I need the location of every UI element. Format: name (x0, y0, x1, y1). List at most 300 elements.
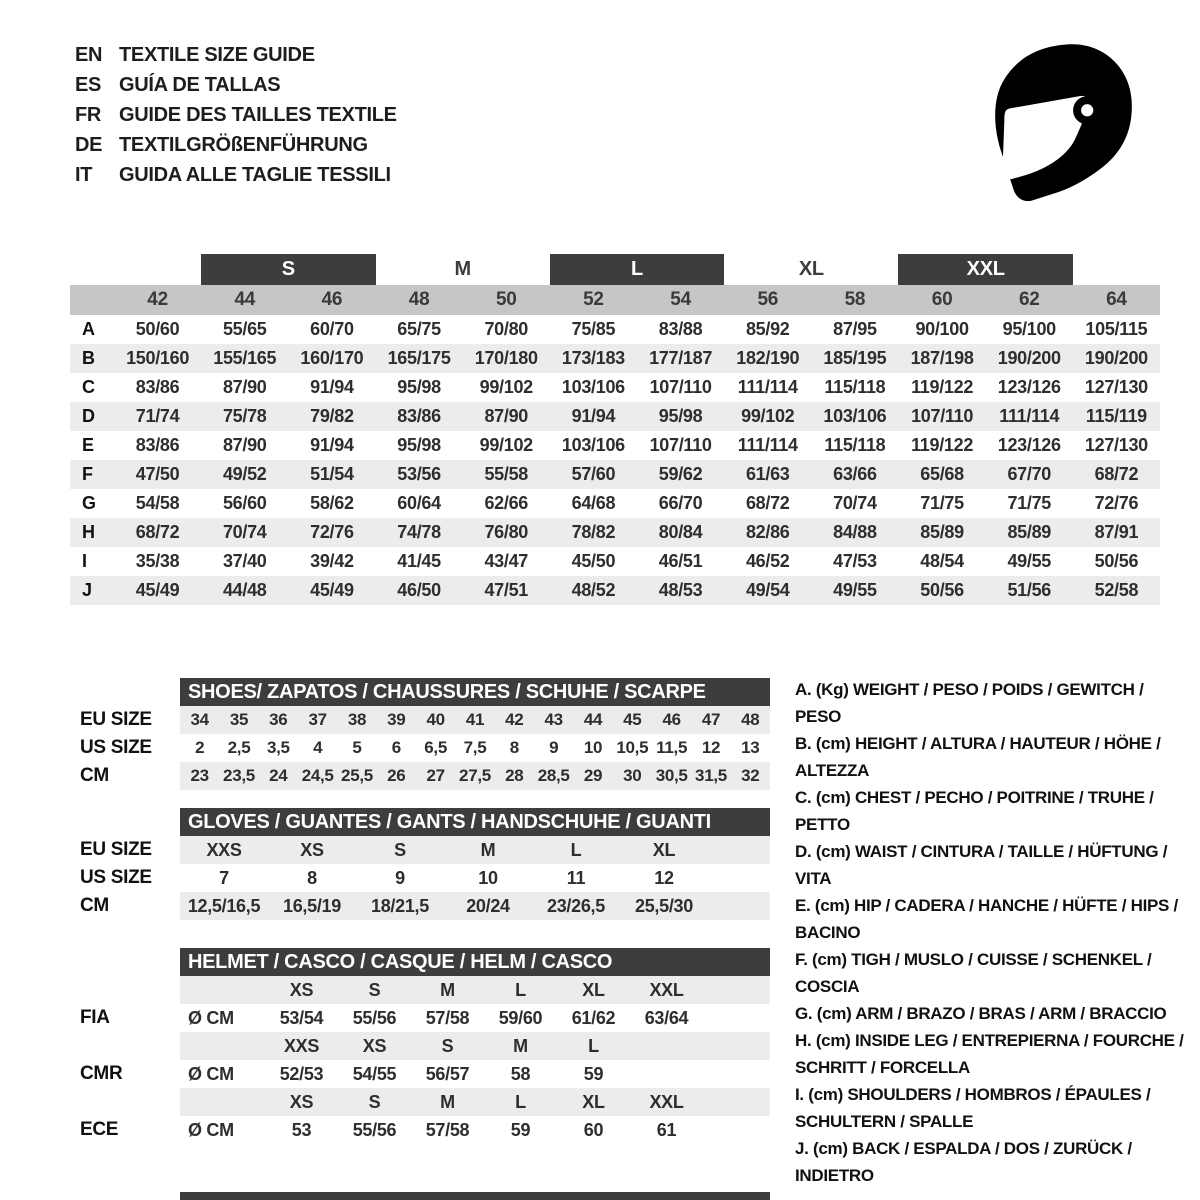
size-value: 103/106 (561, 435, 625, 455)
size-column-header: 48 (408, 289, 430, 310)
glove-cm-size: 23/26,5 (547, 895, 605, 916)
main-size-table (70, 252, 1160, 605)
helmet-ece-values-row (80, 1116, 770, 1144)
helmet-size-header: L (588, 1035, 599, 1056)
language-code: IT (75, 163, 93, 186)
size-value: 87/91 (1094, 522, 1139, 542)
shoe-eu-size: 34 (190, 710, 209, 729)
size-value: 71/75 (920, 493, 964, 513)
size-table-row (70, 576, 1160, 605)
shoe-us-size: 10 (583, 738, 603, 757)
guide-title: TEXTILGRÖßENFÜHRUNG (119, 133, 368, 156)
gloves-us-values (180, 864, 770, 892)
row-label: US SIZE (80, 867, 152, 888)
shoe-cm-size: 26 (387, 766, 406, 785)
gloves-cm-values (180, 892, 770, 920)
size-value: 47/51 (484, 580, 529, 600)
helmet-size-header: L (515, 979, 526, 1000)
shoe-cm-size: 28,5 (537, 766, 570, 785)
size-value: 155/165 (213, 348, 277, 368)
diameter-unit: Ø CM (188, 1007, 234, 1028)
glove-eu-size: S (394, 839, 406, 860)
shoe-eu-size: 47 (701, 710, 721, 729)
size-value: 173/183 (561, 348, 625, 368)
glove-eu-size: XL (652, 839, 676, 860)
shoe-eu-size: 44 (583, 710, 603, 729)
size-value: 99/102 (741, 406, 795, 426)
shoe-us-size: 3,5 (266, 738, 290, 757)
size-value: 72/76 (310, 522, 354, 542)
gloves-eu-values (180, 836, 770, 864)
legend-item: F. (cm) TIGH / MUSLO / CUISSE / SCHENKEL / COSCIA (795, 950, 1152, 996)
row-label: CM (80, 765, 109, 786)
glove-us-size: 8 (307, 867, 317, 888)
shoe-cm-size: 23 (190, 766, 209, 785)
size-table-row (70, 518, 1160, 547)
diameter-unit: Ø CM (188, 1119, 234, 1140)
cropped-section-bar (180, 1192, 770, 1200)
shoe-cm-size: 32 (741, 766, 760, 785)
size-value: 190/200 (997, 348, 1061, 368)
shoe-eu-size: 45 (623, 710, 642, 729)
glove-us-size: 11 (566, 867, 586, 888)
size-value: 55/58 (484, 464, 529, 484)
size-value: 103/106 (561, 377, 625, 397)
size-value: 115/119 (1085, 406, 1147, 426)
helmet-size-header: S (441, 1035, 454, 1056)
size-value: 37/40 (222, 551, 267, 571)
size-value: 58/62 (310, 493, 354, 513)
size-group-header-row (70, 252, 1160, 285)
measurement-rows (70, 315, 1160, 605)
guide-title: GUÍA DE TALLAS (119, 73, 281, 96)
size-value: 65/68 (920, 464, 964, 484)
size-value: 46/51 (658, 551, 703, 571)
size-table-row (70, 373, 1160, 402)
language-code: ES (75, 73, 102, 96)
helmet-size-header: M (440, 1091, 455, 1112)
size-value: 48/52 (571, 580, 616, 600)
helmet-title-bar: HELMET / CASCO / CASQUE / HELM / CASCO (180, 948, 770, 976)
standard-label: FIA (80, 1007, 110, 1028)
size-group-l: L (550, 254, 724, 285)
helmet-size-value: 55/56 (352, 1007, 397, 1028)
shoe-cm-size: 28 (505, 766, 524, 785)
guide-title: GUIDA ALLE TAGLIE TESSILI (119, 163, 391, 186)
size-group-xl: XL (798, 258, 824, 280)
size-value: 95/100 (1002, 319, 1056, 339)
helmet-size-value: 57/58 (425, 1119, 470, 1140)
glove-eu-size: L (570, 839, 582, 860)
size-value: 87/95 (833, 319, 877, 339)
row-letter: I (82, 551, 87, 571)
row-label: US SIZE (80, 737, 152, 758)
size-value: 87/90 (222, 377, 267, 397)
size-value: 48/54 (920, 551, 964, 571)
shoe-us-size: 6,5 (424, 738, 448, 757)
gloves-cm-row (80, 892, 770, 920)
shoe-eu-size: 38 (347, 710, 367, 729)
shoes-cm-row (80, 762, 770, 790)
glove-cm-size: 18/21,5 (371, 895, 429, 916)
size-value: 119/122 (911, 435, 974, 455)
size-value: 103/106 (823, 406, 887, 426)
row-letter: H (82, 522, 95, 542)
size-column-header: 56 (757, 289, 779, 310)
row-letter: J (82, 580, 92, 600)
size-value: 71/74 (135, 406, 180, 426)
size-value: 59/62 (658, 464, 703, 484)
gloves-us-row (80, 864, 770, 892)
helmet-size-header: M (513, 1035, 528, 1056)
fia-values (180, 1004, 770, 1032)
standard-label: ECE (80, 1119, 119, 1140)
racing-helmet-icon (978, 38, 1138, 208)
shoes-title-bar: SHOES/ ZAPATOS / CHAUSSURES / SCHUHE / SCARPE (180, 678, 770, 706)
size-value: 83/86 (397, 406, 441, 426)
size-value: 185/195 (823, 348, 887, 368)
size-value: 87/90 (484, 406, 529, 426)
size-value: 49/52 (222, 464, 267, 484)
measurement-legend (795, 676, 1193, 1189)
shoe-eu-size: 39 (387, 710, 406, 729)
helmet-cmr-values-row (80, 1060, 770, 1088)
helmet-fia-sizes-row (80, 976, 770, 1004)
shoe-us-size: 2 (195, 738, 205, 757)
size-value: 48/53 (658, 580, 703, 600)
shoe-us-size: 4 (313, 738, 323, 757)
helmet-size-value: 54/55 (352, 1063, 397, 1084)
shoe-us-size: 10,5 (616, 738, 649, 757)
helmet-size-header: XXL (649, 1091, 684, 1112)
size-value: 61/63 (745, 464, 790, 484)
size-value: 177/187 (649, 348, 713, 368)
glove-eu-size: XXS (206, 839, 242, 860)
size-value: 87/90 (222, 435, 267, 455)
helmet-size-header: XL (582, 979, 605, 1000)
shoes-us-row (80, 734, 770, 762)
helmet-size-value: 59 (583, 1063, 604, 1084)
size-value: 160/170 (300, 348, 364, 368)
glove-us-size: 10 (478, 867, 498, 888)
glove-us-size: 7 (219, 867, 229, 888)
guide-title: TEXTILE SIZE GUIDE (119, 43, 315, 66)
size-value: 46/52 (745, 551, 790, 571)
legend-item: I. (cm) SHOULDERS / HOMBROS / ÉPAULES / SCHULTERN / SPALLE (795, 1085, 1151, 1131)
size-value: 190/200 (1084, 348, 1148, 368)
size-value: 68/72 (135, 522, 180, 542)
size-value: 90/100 (915, 319, 969, 339)
language-row-it (75, 160, 397, 190)
ece-values (180, 1116, 770, 1144)
size-value: 53/56 (397, 464, 441, 484)
size-value: 170/180 (474, 348, 538, 368)
shoe-us-size: 2,5 (227, 738, 251, 757)
size-table-row (70, 315, 1160, 344)
size-value: 85/92 (745, 319, 790, 339)
size-value: 35/38 (135, 551, 180, 571)
glove-us-size: 12 (654, 867, 674, 888)
helmet-size-header: XXL (649, 979, 684, 1000)
size-value: 55/65 (222, 319, 267, 339)
shoes-us-values (180, 734, 770, 762)
size-value: 83/86 (135, 435, 180, 455)
size-value: 66/70 (658, 493, 703, 513)
helmet-size-header: XS (362, 1035, 387, 1056)
legend-item: J. (cm) BACK / ESPALDA / DOS / ZURÜCK / INDIETRO (795, 1139, 1132, 1185)
shoe-cm-size: 30 (623, 766, 642, 785)
size-value: 95/98 (397, 377, 441, 397)
helmet-size-header: XXS (283, 1035, 320, 1056)
size-value: 64/68 (571, 493, 616, 513)
helmet-size-value: 61 (656, 1119, 677, 1140)
shoe-eu-size: 37 (308, 710, 327, 729)
shoe-cm-size: 31,5 (695, 766, 727, 785)
size-value: 115/118 (824, 435, 886, 455)
size-value: 39/42 (310, 551, 354, 571)
shoes-table (80, 678, 770, 790)
size-value: 45/49 (135, 580, 180, 600)
row-letter: G (82, 493, 96, 513)
size-value: 47/53 (833, 551, 877, 571)
size-table-row (70, 547, 1160, 576)
diameter-unit: Ø CM (188, 1063, 234, 1084)
size-value: 49/55 (833, 580, 877, 600)
size-value: 45/50 (571, 551, 616, 571)
size-value: 123/126 (997, 377, 1061, 397)
shoe-cm-size: 24,5 (301, 766, 334, 785)
shoe-cm-size: 29 (583, 766, 603, 785)
helmet-size-value: 55/56 (352, 1119, 397, 1140)
shoe-us-size: 8 (509, 738, 519, 757)
language-row-fr (75, 100, 397, 130)
size-group-s: S (201, 254, 375, 285)
row-letter: D (82, 406, 95, 426)
size-group-m: M (454, 258, 471, 280)
helmet-size-value: 58 (510, 1063, 531, 1084)
shoe-us-size: 7,5 (463, 738, 487, 757)
size-value: 68/72 (1094, 464, 1139, 484)
legend-item: D. (cm) WAIST / CINTURA / TAILLE / HÜFTUNG / VITA (795, 842, 1168, 888)
glove-eu-size: M (480, 839, 496, 860)
helmet-size-header: XS (289, 979, 314, 1000)
row-label: EU SIZE (80, 839, 152, 860)
size-table-row (70, 460, 1160, 489)
helmet-size-value: 60 (583, 1119, 604, 1140)
language-code: FR (75, 103, 102, 126)
helmet-fia-values-row (80, 1004, 770, 1032)
glove-cm-size: 16,5/19 (283, 895, 341, 916)
size-value: 99/102 (479, 377, 533, 397)
size-value: 182/190 (736, 348, 800, 368)
size-value: 76/80 (484, 522, 529, 542)
size-value: 51/56 (1007, 580, 1052, 600)
gloves-eu-row (80, 836, 770, 864)
size-value: 52/58 (1094, 580, 1139, 600)
size-value: 72/76 (1094, 493, 1139, 513)
cmr-values (180, 1060, 770, 1088)
shoe-us-size: 6 (391, 738, 401, 757)
shoes-eu-row (80, 706, 770, 734)
size-value: 70/74 (222, 522, 267, 542)
shoe-eu-size: 36 (269, 710, 288, 729)
size-value: 111/114 (737, 377, 798, 397)
guide-title: GUIDE DES TAILLES TEXTILE (119, 103, 397, 126)
shoes-cm-values (180, 762, 770, 790)
helmet-size-header: L (515, 1091, 526, 1112)
helmet-size-value: 63/64 (644, 1007, 689, 1028)
size-value: 74/78 (397, 522, 441, 542)
language-row-en (75, 40, 397, 70)
size-group-xxl: XXL (898, 254, 1072, 285)
size-value: 70/74 (833, 493, 877, 513)
size-value: 150/160 (126, 348, 190, 368)
size-value: 105/115 (1085, 319, 1148, 339)
size-value: 50/56 (920, 580, 964, 600)
shoe-eu-size: 35 (229, 710, 249, 729)
size-value: 165/175 (387, 348, 451, 368)
size-value: 49/55 (1007, 551, 1052, 571)
size-value: 187/198 (910, 348, 974, 368)
legend-item: B. (cm) HEIGHT / ALTURA / HAUTEUR / HÖHE / ALTEZZA (795, 734, 1161, 780)
shoe-eu-size: 43 (544, 710, 563, 729)
size-value: 50/60 (135, 319, 180, 339)
size-value: 78/82 (571, 522, 616, 542)
size-column-header: 54 (670, 289, 691, 310)
size-column-header: 50 (495, 289, 517, 310)
size-value: 91/94 (571, 406, 616, 426)
language-row-de (75, 130, 397, 160)
size-value: 49/54 (745, 580, 790, 600)
size-value: 47/50 (135, 464, 180, 484)
glove-eu-size: XS (300, 839, 324, 860)
size-value: 123/126 (997, 435, 1061, 455)
helmet-ece-sizes-row (80, 1088, 770, 1116)
size-value: 82/86 (745, 522, 790, 542)
size-value: 43/47 (484, 551, 529, 571)
shoe-cm-size: 25,5 (341, 766, 373, 785)
helmet-size-value: 59/60 (498, 1007, 543, 1028)
size-value: 85/89 (1007, 522, 1052, 542)
size-value: 60/64 (397, 493, 441, 513)
size-value: 107/110 (649, 435, 712, 455)
size-value: 119/122 (911, 377, 974, 397)
shoe-cm-size: 23,5 (223, 766, 255, 785)
row-label: CM (80, 895, 109, 916)
size-value: 111/114 (737, 435, 798, 455)
size-value: 107/110 (911, 406, 974, 426)
size-value: 79/82 (310, 406, 354, 426)
size-value: 84/88 (833, 522, 877, 542)
glove-us-size: 9 (395, 867, 405, 888)
size-value: 115/118 (824, 377, 886, 397)
language-code: EN (75, 43, 103, 66)
size-value: 62/66 (484, 493, 529, 513)
size-column-header: 62 (1018, 289, 1040, 310)
glove-cm-size: 25,5/30 (635, 895, 693, 916)
shoe-eu-size: 40 (426, 710, 445, 729)
size-value: 107/110 (649, 377, 712, 397)
shoe-cm-size: 27,5 (459, 766, 491, 785)
size-value: 70/80 (484, 319, 529, 339)
size-value: 75/78 (222, 406, 267, 426)
shoes-eu-values (180, 706, 770, 734)
size-value: 91/94 (310, 435, 354, 455)
legend-item: C. (cm) CHEST / PECHO / POITRINE / TRUHE / PETTO (795, 788, 1154, 834)
size-value: 45/49 (310, 580, 354, 600)
language-code: DE (75, 133, 103, 156)
language-row-es (75, 70, 397, 100)
ece-size-headers (180, 1088, 770, 1116)
shoe-us-size: 11,5 (656, 738, 688, 757)
size-table-row (70, 431, 1160, 460)
helmet-size-value: 59 (510, 1119, 531, 1140)
size-value: 127/130 (1084, 377, 1148, 397)
size-value: 41/45 (397, 551, 441, 571)
size-value: 51/54 (310, 464, 354, 484)
helmet-size-value: 53/54 (279, 1007, 324, 1028)
standard-label: CMR (80, 1063, 123, 1084)
size-table-row (70, 489, 1160, 518)
size-value: 44/48 (222, 580, 267, 600)
helmet-size-value: 61/62 (571, 1007, 616, 1028)
size-value: 46/50 (397, 580, 441, 600)
size-value: 65/75 (397, 319, 441, 339)
size-value: 57/60 (571, 464, 616, 484)
helmet-size-header: XL (582, 1091, 605, 1112)
legend-item: E. (cm) HIP / CADERA / HANCHE / HÜFTE / HIPS / BACINO (795, 896, 1178, 942)
size-value: 111/114 (999, 406, 1060, 426)
helmet-size-value: 52/53 (279, 1063, 324, 1084)
numeric-size-header-row (70, 285, 1160, 315)
row-label: EU SIZE (80, 709, 152, 730)
size-value: 80/84 (658, 522, 703, 542)
legend-item: A. (Kg) WEIGHT / PESO / POIDS / GEWITCH / PESO (795, 680, 1144, 726)
row-letter: A (82, 319, 95, 339)
language-title-block (75, 40, 397, 190)
size-value: 95/98 (397, 435, 441, 455)
shoe-us-size: 13 (741, 738, 760, 757)
shoe-cm-size: 27 (426, 766, 445, 785)
size-value: 95/98 (658, 406, 703, 426)
size-value: 91/94 (310, 377, 354, 397)
size-value: 71/75 (1007, 493, 1052, 513)
helmet-size-header: XS (289, 1091, 314, 1112)
shoe-us-size: 12 (701, 738, 721, 757)
size-value: 83/86 (135, 377, 180, 397)
fia-size-headers (180, 976, 770, 1004)
size-column-header: 60 (931, 289, 953, 310)
row-letter: F (82, 464, 93, 484)
helmet-size-value: 56/57 (425, 1063, 470, 1084)
helmet-size-value: 57/58 (425, 1007, 470, 1028)
size-value: 54/58 (135, 493, 180, 513)
size-table-row (70, 344, 1160, 373)
size-value: 68/72 (745, 493, 790, 513)
size-table-row (70, 402, 1160, 431)
glove-cm-size: 20/24 (466, 895, 510, 916)
helmet-cmr-sizes-row (80, 1032, 770, 1060)
gloves-title-bar: GLOVES / GUANTES / GANTS / HANDSCHUHE / GUANTI (180, 808, 770, 836)
size-value: 50/56 (1094, 551, 1139, 571)
glove-cm-size: 12,5/16,5 (187, 895, 261, 916)
size-value: 127/130 (1084, 435, 1148, 455)
size-value: 75/85 (571, 319, 616, 339)
shoe-eu-size: 48 (741, 710, 760, 729)
shoe-eu-size: 42 (505, 710, 524, 729)
shoe-cm-size: 24 (269, 766, 288, 785)
size-value: 56/60 (222, 493, 267, 513)
